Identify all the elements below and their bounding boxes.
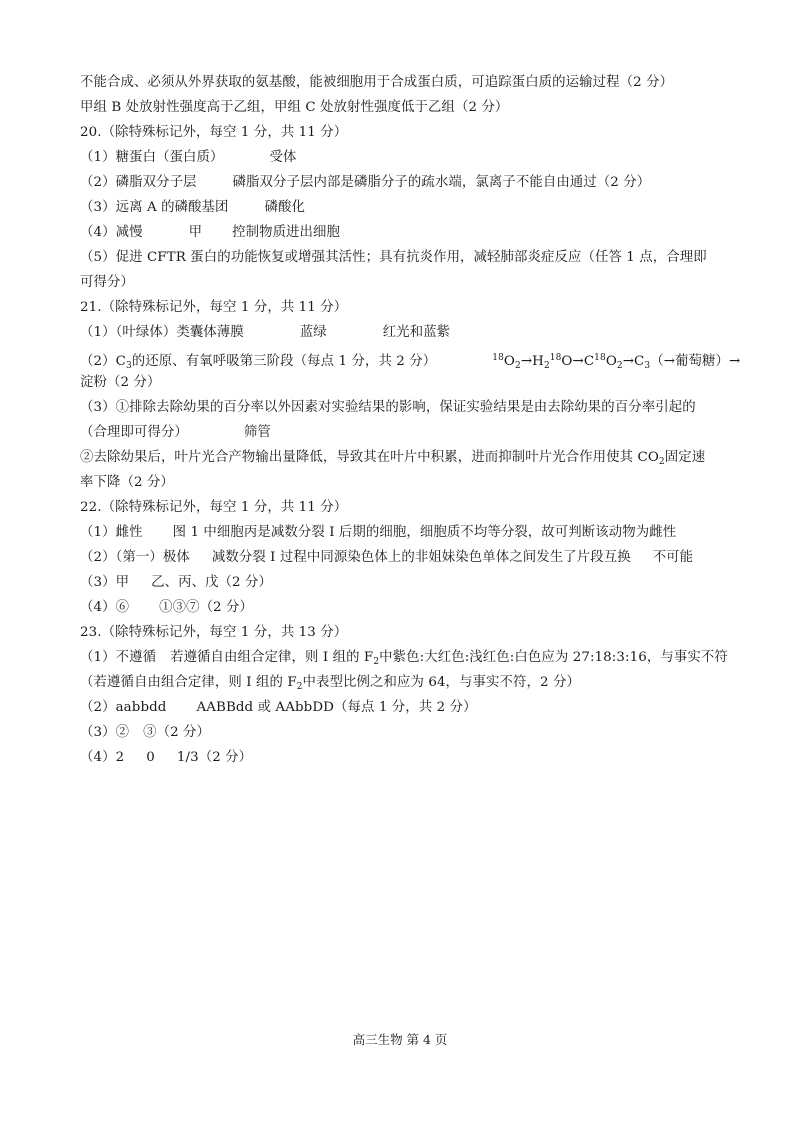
q21-answer-3-part2: ②去除幼果后，叶片光合产物输出量降低，导致其在叶片中积累，进而抑制叶片光合作用使其 $CO_2$固定速 xyxy=(80,450,706,467)
q21-answer-3-part2-cont: 率下降（2 分） xyxy=(80,475,174,490)
q22-answer-1: （1）雌性 图 1 中细胞丙是减数分裂 I 后期的细胞，细胞质不均等分裂，故可判断该动物为雌性 xyxy=(80,525,677,540)
question-21-header: 21.（除特殊标记外，每空 1 分，共 11 分） xyxy=(80,300,348,315)
q21-answer-3-cont: （合理即可得分） 筛管 xyxy=(80,425,271,440)
q20-answer-4: （4）减慢 甲 控制物质进出细胞 xyxy=(80,225,341,240)
q20-answer-5: （5）促进 CFTR 蛋白的功能恢复或增强其活性；具有抗炎作用，减轻肺部炎症反应（任答 1 点，合理即 xyxy=(80,250,707,265)
page-footer: 高三生物 第 4 页 xyxy=(352,1032,448,1047)
answer-line: 甲组 B 处放射性强度高于乙组，甲组 C 处放射性强度低于乙组（2 分） xyxy=(80,100,509,115)
question-20-header: 20.（除特殊标记外，每空 1 分，共 11 分） xyxy=(80,125,348,140)
q23-answer-3: （3）② ③（2 分） xyxy=(80,725,211,740)
q23-answer-4: （4）2 0 1/3（2 分） xyxy=(80,750,253,765)
answer-line: 不能合成、必须从外界获取的氨基酸，能被细胞用于合成蛋白质，可追踪蛋白质的运输过程（2 分） xyxy=(80,75,674,90)
q22-answer-2: （2）（第一）极体 减数分裂 I 过程中同源染色体上的非姐妹染色单体之间发生了片段互换 不可能 xyxy=(80,550,694,565)
q21-answer-1: （1）（叶绿体）类囊体薄膜 蓝绿 红光和蓝紫 xyxy=(80,325,451,340)
q23-answer-2: （2）aabbdd AABBdd 或 AAbbDD（每点 1 分，共 2 分） xyxy=(80,700,477,715)
question-22-header: 22.（除特殊标记外，每空 1 分，共 11 分） xyxy=(80,500,348,515)
q21-answer-2: $(2)C_3$的还原、有氧呼吸第三阶段（每点 1 分，共 2 分） $^{18}O_2\to H_2^{18}O\to C^{18}O_2\to C_3(\to$葡萄糖）→ xyxy=(80,353,741,371)
q22-answer-3: （3）甲 乙、丙、戊（2 分） xyxy=(80,575,272,590)
q23-answer-1: （1）不遵循 若遵循自由组合定律，则 I 组的 $F_2$中紫色:大红色:浅红色:白色应为 27:18:3:16，与事实不符 xyxy=(80,650,728,667)
q20-answer-3: （3）远离 A 的磷酸基团 磷酸化 xyxy=(80,200,306,215)
question-23-header: 23.（除特殊标记外，每空 1 分，共 13 分） xyxy=(80,625,348,640)
q20-answer-5-cont: 可得分） xyxy=(80,275,134,290)
q20-answer-2: （2）磷脂双分子层 磷脂双分子层内部是磷脂分子的疏水端，氯离子不能自由通过（2 分） xyxy=(80,175,651,190)
q23-answer-1-cont: （若遵循自由组合定律，则 I 组的 $F_2$中表型比例之和应为 64，与事实不符，2 分） xyxy=(80,675,580,692)
q21-answer-2-cont: 淀粉（2 分） xyxy=(80,375,161,390)
q20-answer-1: （1）糖蛋白（蛋白质） 受体 xyxy=(80,150,297,165)
q21-answer-3: （3）①排除去除幼果的百分率以外因素对实验结果的影响，保证实验结果是由去除幼果的百分率引起的 xyxy=(80,400,696,415)
q22-answer-4: （4）⑥ ①③⑦（2 分） xyxy=(80,600,254,615)
